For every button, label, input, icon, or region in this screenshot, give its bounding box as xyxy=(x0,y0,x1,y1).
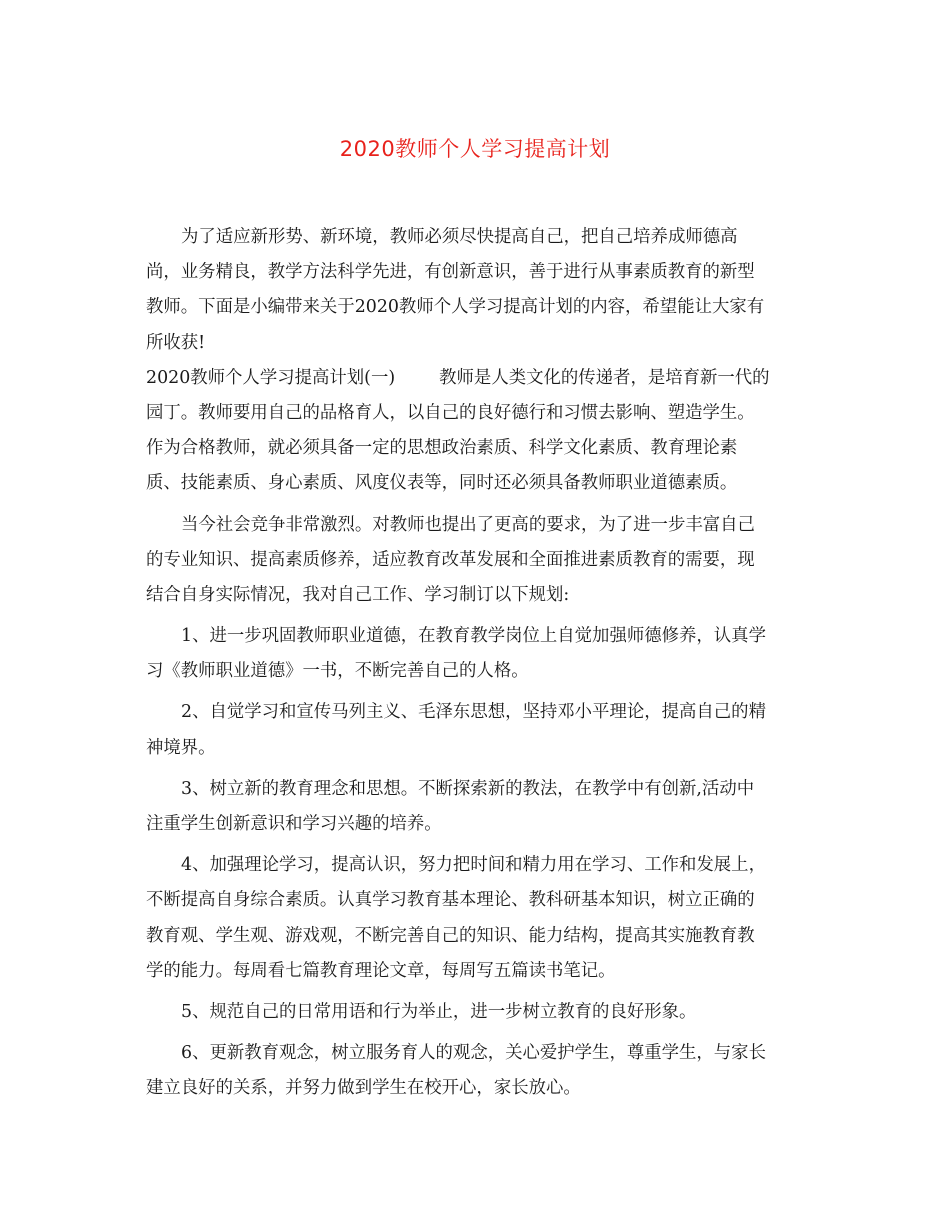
text-line: 4、加强理论学习，提高认识，努力把时间和精力用在学习、工作和发展上， xyxy=(181,855,766,876)
text-line: 当今社会竞争非常激烈。对教师也提出了更高的要求，为了进一步丰富自己 xyxy=(181,514,755,535)
text-line: 学的能力。每周看七篇教育理论文章，每周写五篇读书笔记。 xyxy=(146,960,616,981)
text-line: 习《教师职业道德》一书，不断完善自己的人格。 xyxy=(146,661,529,682)
text-line: 作为合格教师，就必须具备一定的思想政治素质、科学文化素质、教育理论素 xyxy=(146,438,738,459)
text-line: 为了适应新形势、新环境，教师必须尽快提高自己，把自己培养成师德高 xyxy=(181,227,738,247)
section-first-line-text: 教师是人类文化的传递者，是培育新一代的 xyxy=(439,367,770,388)
list-item-5 xyxy=(146,995,810,1030)
context-paragraph xyxy=(146,508,810,614)
text-line: 的专业知识、提高素质修养，适应教育改革发展和全面推进素质教育的需要，现 xyxy=(146,549,755,570)
text-line: 3、树立新的教育理念和思想。不断探索新的教法，在教学中有创新,活动中 xyxy=(181,778,755,799)
text-line: 1、进一步巩固教师职业道德，在教育教学岗位上自觉加强师德修养，认真学 xyxy=(181,626,766,647)
list-item-2 xyxy=(146,695,810,765)
text-line: 教师。下面是小编带来关于2020教师个人学习提高计划的内容，希望能让大家有 xyxy=(146,297,765,318)
text-line: 不断提高自身综合素质。认真学习教育基本理论、教科研基本知识，树立正确的 xyxy=(146,890,755,911)
text-line: 建立良好的关系，并努力做到学生在校开心，家长放心。 xyxy=(146,1078,581,1099)
intro-paragraph xyxy=(146,220,810,361)
section-heading: 2020教师个人学习提高计划(一) xyxy=(146,367,396,388)
page-title: 2020教师个人学习提高计划 xyxy=(339,137,611,161)
text-line: 教育观、学生观、游戏观，不断完善自己的知识、能力结构，提高其实施教育教 xyxy=(146,925,755,946)
list-item-4 xyxy=(146,848,810,989)
list-item-1 xyxy=(146,619,810,689)
list-item-3 xyxy=(146,772,810,842)
document-body xyxy=(146,220,810,1107)
list-item-6 xyxy=(146,1036,810,1106)
text-line: 神境界。 xyxy=(146,737,216,758)
text-line: 质、技能素质、身心素质、风度仪表等，同时还必须具备教师职业道德素质。 xyxy=(146,473,738,494)
section-first-line xyxy=(146,361,810,396)
text-line: 所收获! xyxy=(146,332,206,353)
text-line: 园丁。教师要用自己的品格育人，以自己的良好德行和习惯去影响、塑造学生。 xyxy=(146,402,755,423)
section-paragraph xyxy=(146,361,810,502)
text-line: 尚，业务精良，教学方法科学先进，有创新意识，善于进行从事素质教育的新型 xyxy=(146,262,755,283)
text-line: 注重学生创新意识和学习兴趣的培养。 xyxy=(146,814,442,834)
text-line: 2、自觉学习和宣传马列主义、毛泽东思想，坚持邓小平理论，提高自己的精 xyxy=(181,702,766,723)
text-line: 5、规范自己的日常用语和行为举止，进一步树立教育的良好形象。 xyxy=(181,1001,697,1022)
text-line: 结合自身实际情况，我对自己工作、学习制订以下规划: xyxy=(146,584,570,605)
text-line: 6、更新教育观念，树立服务育人的观念，关心爱护学生，尊重学生，与家长 xyxy=(181,1043,766,1064)
